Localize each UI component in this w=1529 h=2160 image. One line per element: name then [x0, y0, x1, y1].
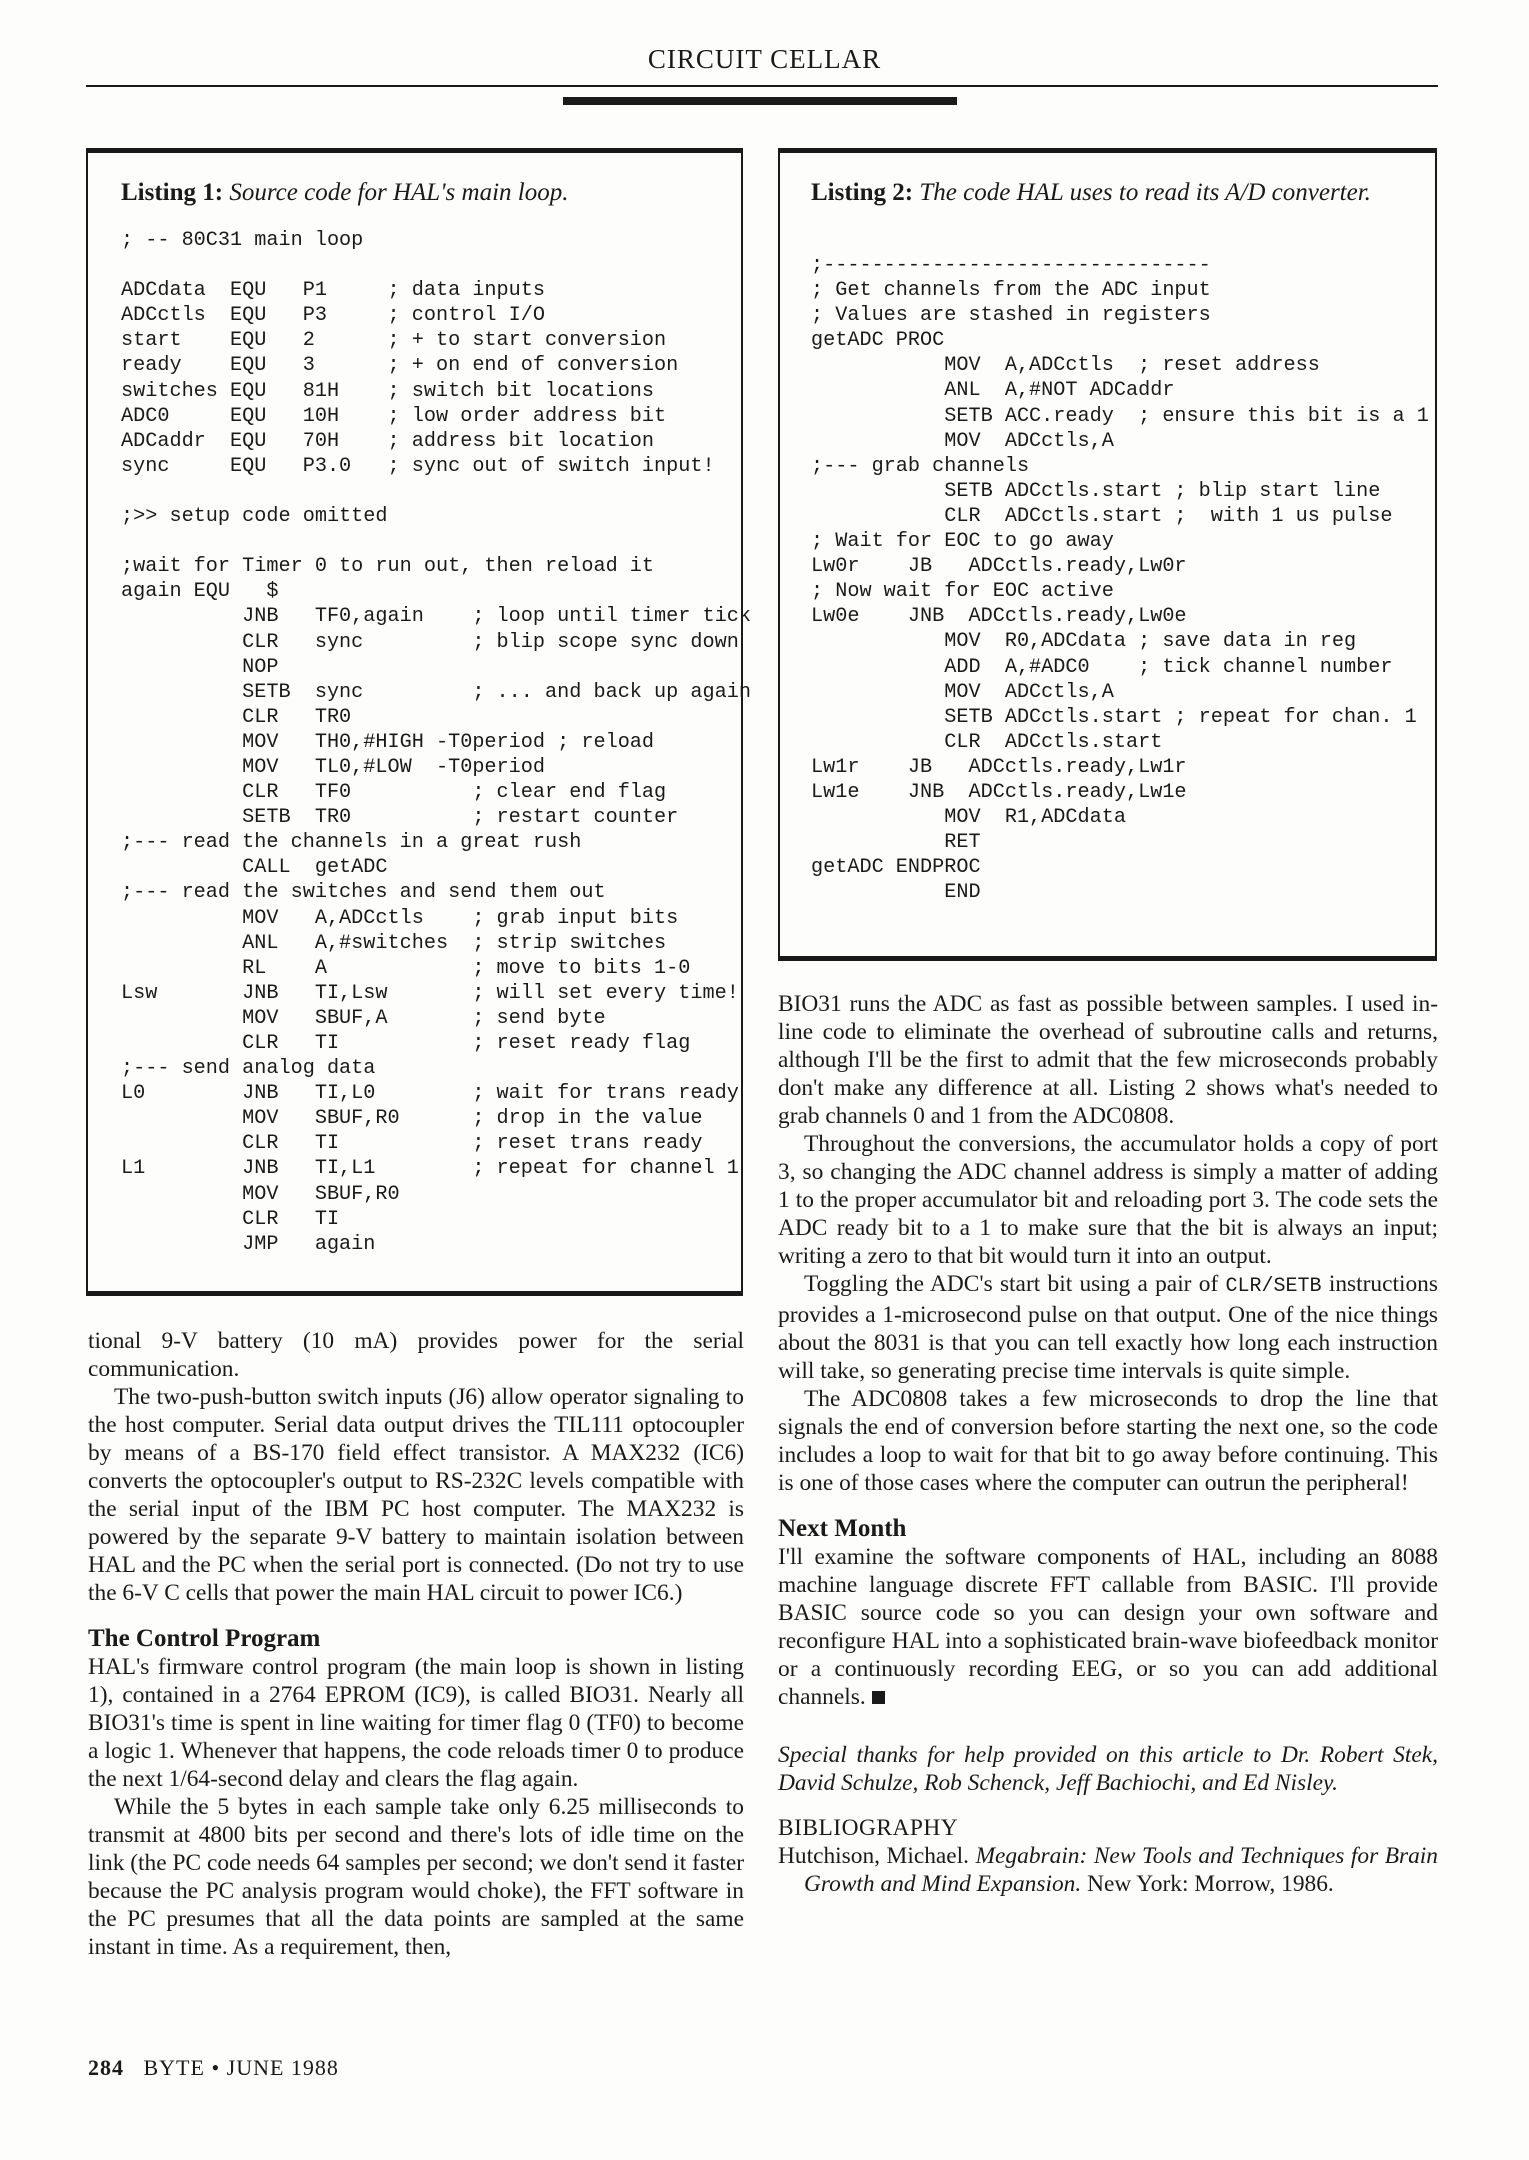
- header-rule: [86, 85, 1438, 87]
- paragraph: BIO31 runs the ADC as fast as possible between samples. I used in-line code to eliminate the overhead of subroutine calls and returns, although I'll be the first to admit that the few microseconds probably don't make any difference at all. Listing 2 shows what's needed to grab channels 0 and 1 from the ADC0808.: [778, 991, 1438, 1129]
- listing-2-title: [811, 179, 1371, 207]
- left-column: [88, 1327, 744, 1961]
- page-number: 284: [88, 2055, 124, 2080]
- bibliography-entry: [778, 1842, 1438, 1898]
- paragraph: HAL's firmware control program (the main loop is shown in listing 1), contained in a 2764 EPROM (IC9), is called BIO31. Nearly all BIO31's time is spent in line waiting for timer flag 0 (TF0) to become a logic 1. Whenever that happens, the code reloads timer 0 to produce the next 1/64-second delay and clears the flag again.: [88, 1654, 744, 1792]
- text-span: Toggling the ADC's start bit using a pair of: [804, 1271, 1226, 1297]
- page-footer: [88, 2055, 339, 2081]
- bibliography-heading: BIBLIOGRAPHY: [778, 1815, 959, 1841]
- section-heading-next-month: Next Month: [778, 1515, 907, 1542]
- publication-line: BYTE • JUNE 1988: [143, 2055, 339, 2080]
- listing-2-label: Listing 2:: [811, 179, 914, 206]
- paragraph: The two-push-button switch inputs (J6) allow operator signaling to the host computer. Serial data output drives the TIL111 optocoupler by means of a BS-170 field effect transistor. A MAX232 (IC6) converts the optocoupler's output to RS-232C levels compatible with the serial input of the IBM PC host computer. The MAX232 is powered by the separate 9-V battery to maintain isolation between HAL and the PC when the serial port is connected. (Do not try to use the 6-V C cells that power the main HAL circuit to power IC6.): [88, 1384, 744, 1606]
- listing-2-box: [778, 148, 1437, 961]
- header-bar: [563, 97, 957, 105]
- text-span: instructions provides a 1-microsecond pulse on that output. One of the nice things about the 8031 is that you can tell exactly how long each instruction will take, so generating precise time intervals is quite simple.: [778, 1271, 1438, 1384]
- listing-1-code: ; -- 80C31 main loop ADCdata EQU P1 ; data inputs ADCctls EQU P3 ; control I/O start EQU 2 ; + to start conversion ready EQU 3 ; + on end of conversion switches EQU 81H ; switch bit locations ADC0 EQU 10H ; low order address bit ADCaddr EQU 70H ; address bit location sync EQU P3.0 ; sync out of switch input! ;>> setup code omitted ;wait for Timer 0 to run out, then reload it again EQU $ JNB TF0,again ; loop until timer tick CLR sync ; blip scope sync down NOP SETB sync ; ... and back up again CLR TR0 MOV TH0,#HIGH -T0period ; reload MOV TL0,#LOW -T0period CLR TF0 ; clear end flag SETB TR0 ; restart counter ;--- read the channels in a great rush CALL getADC ;--- read the switches and send them out MOV A,ADCctls ; grab input bits ANL A,#switches ; strip switches RL A ; move to bits 1-0 Lsw JNB TI,Lsw ; will set every time! MOV SBUF,A ; send byte CLR TI ; reset ready flag ;--- send analog data L0 JNB TI,L0 ; wait for trans ready MOV SBUF,R0 ; drop in the value CLR TI ; reset trans ready L1 JNB TI,L1 ; repeat for channel 1 MOV SBUF,R0 CLR TI JMP again: [121, 229, 751, 1256]
- bib-publisher: New York: Morrow, 1986.: [1081, 1871, 1334, 1897]
- bib-title: Megabrain: New Tools and Techniques for Brain Growth and Mind Expansion.: [804, 1843, 1438, 1897]
- text-span: I'll examine the software components of HAL, including an 8088 machine language discrete FFT callable from BASIC. I'll provide BASIC source code so you can design your own software and reconfigure HAL into a sophisticated brain-wave biofeedback monitor or a continuously recording EEG, or so you can add additional channels.: [778, 1544, 1438, 1710]
- paragraph: The ADC0808 takes a few microseconds to drop the line that signals the end of conversion before starting the next one, so the code includes a loop to wait for that bit to go away before continuing. This is one of those cases where the computer can outrun the peripheral!: [778, 1386, 1438, 1496]
- running-header: CIRCUIT CELLAR: [647, 44, 882, 74]
- paragraph: tional 9-V battery (10 mA) provides power for the serial communication.: [88, 1328, 744, 1382]
- paragraph: [778, 1543, 1438, 1711]
- section-heading-control-program: The Control Program: [88, 1625, 321, 1652]
- listing-1-caption: Source code for HAL's main loop.: [229, 179, 569, 206]
- bib-author: Hutchison, Michael.: [778, 1843, 976, 1869]
- paragraph: Throughout the conversions, the accumulator holds a copy of port 3, so changing the ADC channel address is simply a matter of adding 1 to the proper accumulator bit and reloading port 3. The code sets the ADC ready bit to a 1 to make sure that the bit is always an input; writing a zero to that bit would turn it into an output.: [778, 1131, 1438, 1269]
- acknowledgements: Special thanks for help provided on this article to Dr. Robert Stek, David Schulze, Rob Schenck, Jeff Bachiochi, and Ed Nisley.: [778, 1742, 1438, 1796]
- listing-2-caption: The code HAL uses to read its A/D converter.: [919, 179, 1371, 206]
- listing-1-label: Listing 1:: [121, 179, 224, 206]
- inline-code: CLR/SETB: [1225, 1275, 1322, 1298]
- listing-2-code: ;-------------------------------- ; Get channels from the ADC input ; Values are stashed in registers getADC PROC MOV A,ADCctls ; reset address ANL A,#NOT ADCaddr SETB ACC.ready ; ensure this bit is a 1 MOV ADCctls,A ;--- grab channels SETB ADCctls.start ; blip start line CLR ADCctls.start ; with 1 us pulse ; Wait for EOC to go away Lw0r JB ADCctls.ready,Lw0r ; Now wait for EOC active Lw0e JNB ADCctls.ready,Lw0e MOV R0,ADCdata ; save data in reg ADD A,#ADC0 ; tick channel number MOV ADCctls,A SETB ADCctls.start ; repeat for chan. 1 CLR ADCctls.start Lw1r JB ADCctls.ready,Lw1r Lw1e JNB ADCctls.ready,Lw1e MOV R1,ADCdata RET getADC ENDPROC END: [811, 254, 1429, 905]
- paragraph: While the 5 bytes in each sample take only 6.25 milliseconds to transmit at 4800 bits per second and there's lots of idle time on the link (the PC code needs 64 samples per second; we don't send it faster because the PC analysis program would choke), the FFT software in the PC presumes that all the data points are sampled at the same instant in time. As a requirement, then,: [88, 1794, 744, 1960]
- paragraph: [778, 1270, 1438, 1385]
- listing-1-title: [121, 179, 721, 207]
- right-column: [778, 990, 1438, 1898]
- listing-1-box: [86, 148, 751, 1296]
- end-mark-square-icon: [872, 1691, 885, 1704]
